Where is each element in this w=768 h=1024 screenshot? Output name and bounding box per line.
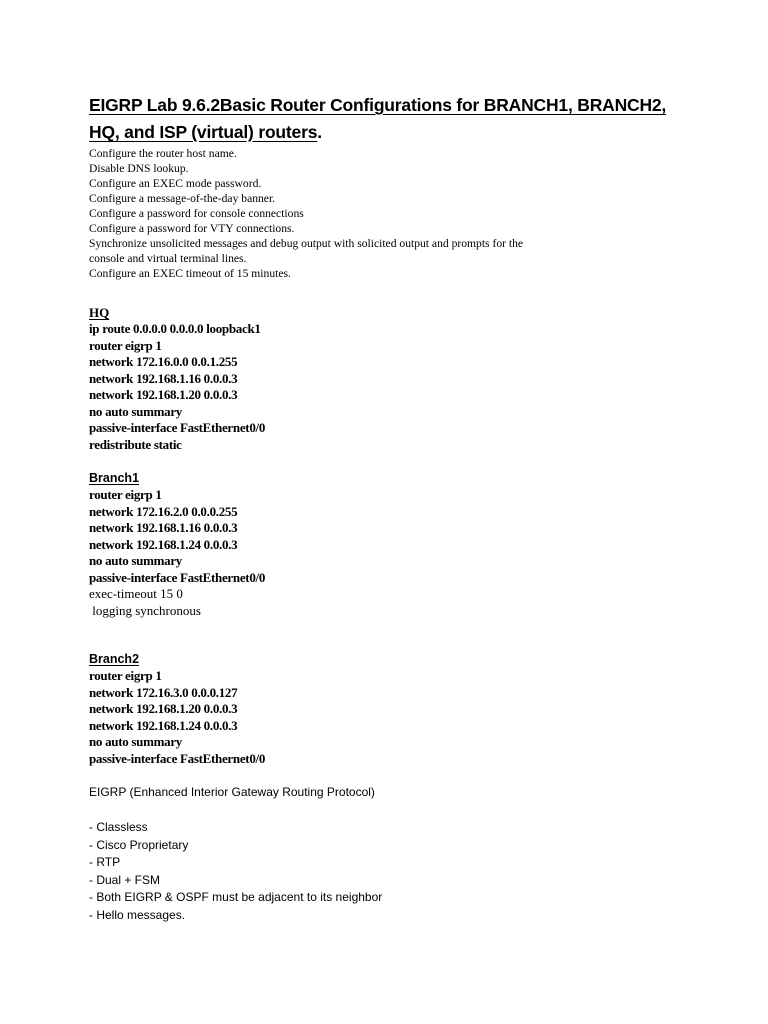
- branch1-section: [89, 470, 729, 619]
- intro-line: Disable DNS lookup.: [89, 162, 189, 175]
- branch2-command: passive-interface FastEthernet0/0: [89, 750, 266, 766]
- branch2-command: network 172.16.3.0 0.0.0.127: [89, 684, 238, 700]
- hq-command: router eigrp 1: [89, 337, 162, 353]
- hq-command: network 192.168.1.16 0.0.0.3: [89, 370, 238, 386]
- intro-line: Configure a password for VTY connections.: [89, 222, 295, 235]
- title-line-1: EIGRP Lab 9.6.2Basic Router Configurations for BRANCH1, BRANCH2,: [89, 95, 667, 115]
- branch2-command: network 192.168.1.20 0.0.0.3: [89, 701, 238, 716]
- branch2-section: [89, 651, 729, 767]
- branch1-command: network 172.16.2.0 0.0.0.255: [89, 503, 238, 519]
- notes-list-item: - RTP: [89, 855, 121, 869]
- hq-command: ip route 0.0.0.0 0.0.0.0 loopback1: [89, 321, 261, 336]
- branch1-command: router eigrp 1: [89, 487, 162, 502]
- hq-heading: HQ: [89, 305, 110, 320]
- hq-command: redistribute static: [89, 436, 182, 452]
- document-page: [89, 92, 729, 924]
- title-period: .: [317, 122, 322, 142]
- intro-line: Configure the router host name.: [89, 147, 237, 160]
- intro-line: console and virtual terminal lines.: [89, 252, 247, 265]
- hq-command: no auto summary: [89, 403, 183, 419]
- hq-command: passive-interface FastEthernet0/0: [89, 420, 266, 435]
- intro-line: Configure a password for console connections: [89, 207, 304, 220]
- branch1-heading: Branch1: [89, 471, 140, 485]
- branch2-command: network 192.168.1.24 0.0.0.3: [89, 717, 238, 733]
- notes-list-item: - Hello messages.: [89, 907, 186, 922]
- hq-command: network 192.168.1.20 0.0.0.3: [89, 387, 238, 402]
- hq-section: [89, 304, 729, 453]
- title-line-2: HQ, and ISP (virtual) routers: [89, 122, 318, 142]
- branch1-extra-line: logging synchronous: [89, 602, 201, 618]
- hq-command: network 172.16.0.0 0.0.1.255: [89, 354, 238, 369]
- intro-tasks: [89, 146, 729, 281]
- branch1-command: network 192.168.1.16 0.0.0.3: [89, 520, 238, 535]
- intro-line: Configure an EXEC timeout of 15 minutes.: [89, 267, 291, 280]
- notes-list-item: - Dual + FSM: [89, 872, 161, 887]
- notes-heading: EIGRP (Enhanced Interior Gateway Routing Protocol): [89, 785, 375, 799]
- branch2-heading: Branch2: [89, 652, 140, 666]
- branch1-command: passive-interface FastEthernet0/0: [89, 569, 266, 585]
- notes-list-item: - Both EIGRP & OSPF must be adjacent to its neighbor: [89, 890, 383, 904]
- intro-line: Configure a message-of-the-day banner.: [89, 192, 276, 205]
- notes-list-item: - Cisco Proprietary: [89, 837, 189, 852]
- branch1-command: no auto summary: [89, 553, 183, 568]
- intro-line: Synchronize unsolicited messages and debug output with solicited output and prompts for the: [89, 237, 524, 250]
- branch1-command: network 192.168.1.24 0.0.0.3: [89, 536, 238, 552]
- branch2-command: router eigrp 1: [89, 668, 162, 683]
- intro-line: Configure an EXEC mode password.: [89, 177, 262, 190]
- document-title: [89, 92, 729, 146]
- branch2-command: no auto summary: [89, 734, 183, 749]
- notes-list-item: - Classless: [89, 820, 148, 834]
- eigrp-notes: [89, 784, 729, 924]
- branch1-extra-line: exec-timeout 15 0: [89, 586, 183, 601]
